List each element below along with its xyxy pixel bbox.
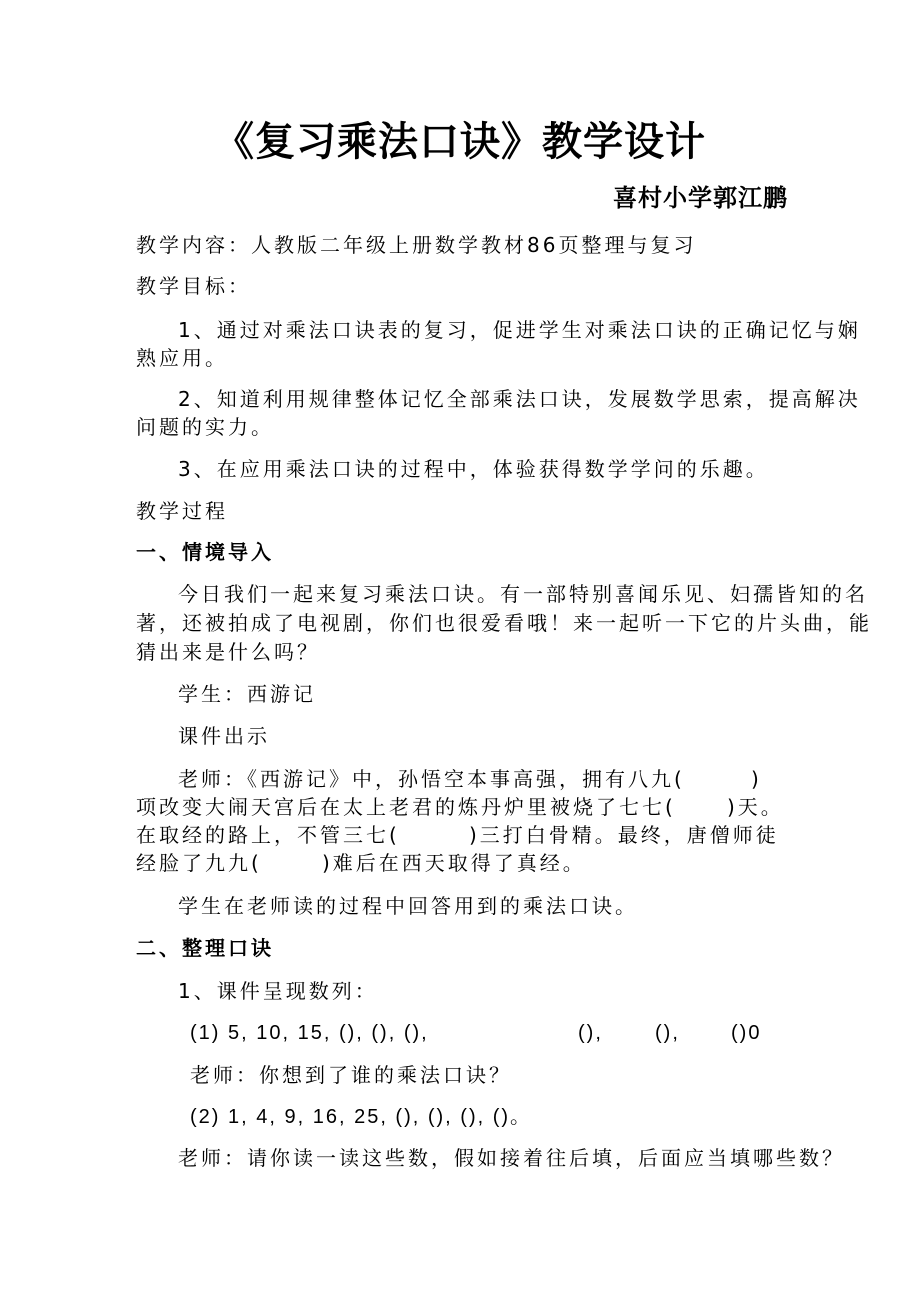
sequence-1-blank-c: ()0 — [731, 1022, 762, 1044]
section-1-heading: 一、情境导入 — [136, 540, 274, 564]
teacher-question-1: 老师：你想到了谁的乘法口诀？ — [190, 1063, 512, 1087]
teacher-line-3-end: )三打白骨精。最终，唐僧师徒 — [469, 823, 779, 847]
teacher-line-1: 老师：《西游记》中，孙悟空本事高强，拥有八九( — [178, 767, 685, 791]
teacher-question-2: 老师：请你读一读这些数，假如接着往后填，后面应当填哪些数？ — [178, 1146, 845, 1170]
teacher-line-3: 在取经的路上，不管三七( — [136, 823, 400, 847]
goal-3: 3、在应用乘法口诀的过程中，体验获得数学学问的乐趣。 — [178, 457, 769, 481]
section-2-heading: 二、整理口诀 — [136, 936, 274, 960]
courseware-label: 课件出示 — [178, 724, 270, 748]
goal-2-line-2: 问题的实力。 — [136, 415, 274, 439]
teacher-line-4-end: )难后在西天取得了真经。 — [322, 851, 586, 875]
sequence-1-blank-b: (), — [655, 1022, 680, 1044]
intro-line-3: 猜出来是什么吗？ — [136, 640, 320, 664]
student-note: 学生在老师读的过程中回答用到的乘法口诀。 — [178, 894, 638, 918]
intro-line-1: 今日我们一起来复习乘法口诀。有一部特别喜闻乐见、妇孺皆知的名 — [178, 582, 868, 606]
student-answer: 学生：西游记 — [178, 682, 316, 706]
teaching-content: 教学内容：人教版二年级上册数学教材86页整理与复习 — [136, 233, 697, 257]
goal-1-line-1: 1、通过对乘法口诀表的复习，促进学生对乘法口诀的正确记忆与娴 — [178, 318, 861, 342]
document-title: 《复习乘法口诀》教学设计 — [214, 119, 706, 165]
goal-2-line-1: 2、知道利用规律整体记忆全部乘法口诀，发展数学思索，提高解决 — [178, 387, 861, 411]
sequence-1-blank-a: (), — [578, 1022, 603, 1044]
author-name: 喜村小学郭江鹏 — [613, 184, 788, 212]
goal-1-line-2: 熟应用。 — [136, 346, 228, 370]
teacher-line-2-end: )天。 — [727, 795, 784, 819]
teacher-line-2: 项改变大闹天宫后在太上老君的炼丹炉里被烧了七七( — [136, 795, 676, 819]
blank-close-1: ) — [751, 767, 762, 791]
intro-line-2: 著，还被拍成了电视剧，你们也很爱看哦！来一起听一下它的片头曲，能 — [136, 611, 872, 635]
sequence-1: (1) 5, 10, 15, (), (), (), — [190, 1022, 429, 1044]
sequence-heading: 1、课件呈现数列： — [178, 979, 378, 1003]
sequence-2: (2) 1, 4, 9, 16, 25, (), (), (), ()。 — [190, 1106, 533, 1128]
process-heading: 教学过程 — [136, 499, 228, 523]
goals-heading: 教学目标： — [136, 274, 251, 298]
teacher-line-4: 经脸了九九( — [136, 851, 262, 875]
